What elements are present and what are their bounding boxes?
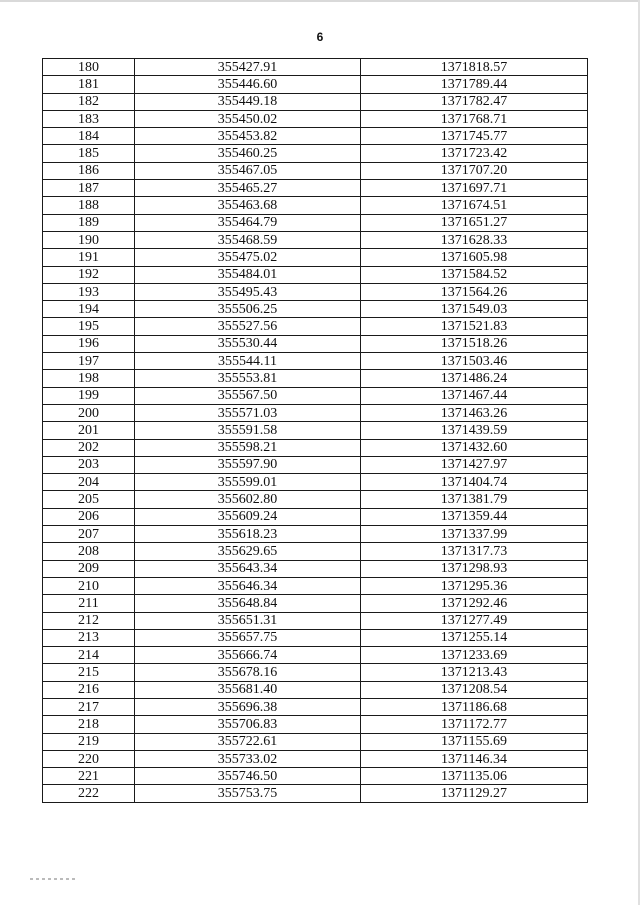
point-number-cell: 195 <box>43 318 135 335</box>
x-coordinate-cell: 355427.91 <box>135 59 361 76</box>
y-coordinate-cell: 1371818.57 <box>361 59 588 76</box>
table-row <box>43 629 588 646</box>
y-coordinate-cell: 1371549.03 <box>361 301 588 318</box>
x-coordinate-cell: 355495.43 <box>135 283 361 300</box>
point-number-cell: 220 <box>43 750 135 767</box>
x-coordinate-cell: 355453.82 <box>135 128 361 145</box>
footer-scan-mark <box>30 878 78 880</box>
point-number-cell: 192 <box>43 266 135 283</box>
table-row <box>43 422 588 439</box>
x-coordinate-cell: 355449.18 <box>135 93 361 110</box>
x-coordinate-cell: 355651.31 <box>135 612 361 629</box>
y-coordinate-cell: 1371427.97 <box>361 456 588 473</box>
y-coordinate-cell: 1371186.68 <box>361 698 588 715</box>
point-number-cell: 204 <box>43 474 135 491</box>
point-number-cell: 203 <box>43 456 135 473</box>
x-coordinate-cell: 355602.80 <box>135 491 361 508</box>
table-row <box>43 404 588 421</box>
y-coordinate-cell: 1371359.44 <box>361 508 588 525</box>
table-row <box>43 231 588 248</box>
table-row <box>43 681 588 698</box>
y-coordinate-cell: 1371467.44 <box>361 387 588 404</box>
x-coordinate-cell: 355450.02 <box>135 110 361 127</box>
table-row <box>43 664 588 681</box>
point-number-cell: 219 <box>43 733 135 750</box>
point-number-cell: 180 <box>43 59 135 76</box>
y-coordinate-cell: 1371317.73 <box>361 543 588 560</box>
y-coordinate-cell: 1371337.99 <box>361 526 588 543</box>
point-number-cell: 213 <box>43 629 135 646</box>
x-coordinate-cell: 355609.24 <box>135 508 361 525</box>
table-row <box>43 318 588 335</box>
table-row <box>43 785 588 802</box>
y-coordinate-cell: 1371605.98 <box>361 249 588 266</box>
x-coordinate-cell: 355527.56 <box>135 318 361 335</box>
y-coordinate-cell: 1371486.24 <box>361 370 588 387</box>
y-coordinate-cell: 1371518.26 <box>361 335 588 352</box>
point-number-cell: 199 <box>43 387 135 404</box>
y-coordinate-cell: 1371503.46 <box>361 353 588 370</box>
x-coordinate-cell: 355506.25 <box>135 301 361 318</box>
table-row <box>43 335 588 352</box>
x-coordinate-cell: 355599.01 <box>135 474 361 491</box>
x-coordinate-cell: 355571.03 <box>135 404 361 421</box>
x-coordinate-cell: 355618.23 <box>135 526 361 543</box>
table-row <box>43 474 588 491</box>
x-coordinate-cell: 355484.01 <box>135 266 361 283</box>
x-coordinate-cell: 355460.25 <box>135 145 361 162</box>
x-coordinate-cell: 355646.34 <box>135 577 361 594</box>
table-row <box>43 456 588 473</box>
y-coordinate-cell: 1371789.44 <box>361 76 588 93</box>
table-row <box>43 491 588 508</box>
x-coordinate-cell: 355733.02 <box>135 750 361 767</box>
point-number-cell: 222 <box>43 785 135 802</box>
table-row <box>43 180 588 197</box>
table-row <box>43 439 588 456</box>
y-coordinate-cell: 1371298.93 <box>361 560 588 577</box>
x-coordinate-cell: 355597.90 <box>135 456 361 473</box>
y-coordinate-cell: 1371584.52 <box>361 266 588 283</box>
table-row <box>43 647 588 664</box>
y-coordinate-cell: 1371628.33 <box>361 231 588 248</box>
y-coordinate-cell: 1371745.77 <box>361 128 588 145</box>
point-number-cell: 210 <box>43 577 135 594</box>
scan-edge-top <box>0 0 640 2</box>
point-number-cell: 215 <box>43 664 135 681</box>
y-coordinate-cell: 1371381.79 <box>361 491 588 508</box>
point-number-cell: 183 <box>43 110 135 127</box>
table-row <box>43 76 588 93</box>
table-row <box>43 387 588 404</box>
point-number-cell: 221 <box>43 768 135 785</box>
x-coordinate-cell: 355643.34 <box>135 560 361 577</box>
table-row <box>43 214 588 231</box>
point-number-cell: 205 <box>43 491 135 508</box>
y-coordinate-cell: 1371404.74 <box>361 474 588 491</box>
x-coordinate-cell: 355598.21 <box>135 439 361 456</box>
y-coordinate-cell: 1371723.42 <box>361 145 588 162</box>
y-coordinate-cell: 1371233.69 <box>361 647 588 664</box>
point-number-cell: 184 <box>43 128 135 145</box>
y-coordinate-cell: 1371213.43 <box>361 664 588 681</box>
x-coordinate-cell: 355463.68 <box>135 197 361 214</box>
point-number-cell: 214 <box>43 647 135 664</box>
x-coordinate-cell: 355678.16 <box>135 664 361 681</box>
table-row <box>43 110 588 127</box>
y-coordinate-cell: 1371208.54 <box>361 681 588 698</box>
point-number-cell: 217 <box>43 698 135 715</box>
table-row <box>43 577 588 594</box>
point-number-cell: 211 <box>43 595 135 612</box>
table-row <box>43 508 588 525</box>
y-coordinate-cell: 1371155.69 <box>361 733 588 750</box>
point-number-cell: 193 <box>43 283 135 300</box>
table-row <box>43 301 588 318</box>
point-number-cell: 191 <box>43 249 135 266</box>
x-coordinate-cell: 355746.50 <box>135 768 361 785</box>
point-number-cell: 201 <box>43 422 135 439</box>
table-row <box>43 93 588 110</box>
y-coordinate-cell: 1371697.71 <box>361 180 588 197</box>
table-row <box>43 733 588 750</box>
x-coordinate-cell: 355666.74 <box>135 647 361 664</box>
table-row <box>43 249 588 266</box>
table-row <box>43 197 588 214</box>
x-coordinate-cell: 355544.11 <box>135 353 361 370</box>
x-coordinate-cell: 355553.81 <box>135 370 361 387</box>
y-coordinate-cell: 1371768.71 <box>361 110 588 127</box>
y-coordinate-cell: 1371463.26 <box>361 404 588 421</box>
y-coordinate-cell: 1371129.27 <box>361 785 588 802</box>
table-row <box>43 560 588 577</box>
y-coordinate-cell: 1371439.59 <box>361 422 588 439</box>
table-row <box>43 370 588 387</box>
point-number-cell: 206 <box>43 508 135 525</box>
y-coordinate-cell: 1371146.34 <box>361 750 588 767</box>
point-number-cell: 194 <box>43 301 135 318</box>
table-row <box>43 266 588 283</box>
point-number-cell: 218 <box>43 716 135 733</box>
point-number-cell: 202 <box>43 439 135 456</box>
point-number-cell: 198 <box>43 370 135 387</box>
coordinates-table <box>42 58 588 803</box>
y-coordinate-cell: 1371782.47 <box>361 93 588 110</box>
point-number-cell: 208 <box>43 543 135 560</box>
x-coordinate-cell: 355696.38 <box>135 698 361 715</box>
table-row <box>43 612 588 629</box>
x-coordinate-cell: 355467.05 <box>135 162 361 179</box>
y-coordinate-cell: 1371172.77 <box>361 716 588 733</box>
table-row <box>43 595 588 612</box>
y-coordinate-cell: 1371255.14 <box>361 629 588 646</box>
y-coordinate-cell: 1371564.26 <box>361 283 588 300</box>
y-coordinate-cell: 1371674.51 <box>361 197 588 214</box>
y-coordinate-cell: 1371292.46 <box>361 595 588 612</box>
table-row <box>43 145 588 162</box>
point-number-cell: 181 <box>43 76 135 93</box>
y-coordinate-cell: 1371277.49 <box>361 612 588 629</box>
y-coordinate-cell: 1371651.27 <box>361 214 588 231</box>
table-row <box>43 698 588 715</box>
x-coordinate-cell: 355475.02 <box>135 249 361 266</box>
x-coordinate-cell: 355681.40 <box>135 681 361 698</box>
x-coordinate-cell: 355591.58 <box>135 422 361 439</box>
x-coordinate-cell: 355468.59 <box>135 231 361 248</box>
table-row <box>43 543 588 560</box>
x-coordinate-cell: 355706.83 <box>135 716 361 733</box>
point-number-cell: 188 <box>43 197 135 214</box>
coordinates-table-body <box>43 59 588 803</box>
x-coordinate-cell: 355530.44 <box>135 335 361 352</box>
x-coordinate-cell: 355567.50 <box>135 387 361 404</box>
point-number-cell: 190 <box>43 231 135 248</box>
table-row <box>43 750 588 767</box>
x-coordinate-cell: 355657.75 <box>135 629 361 646</box>
point-number-cell: 187 <box>43 180 135 197</box>
x-coordinate-cell: 355722.61 <box>135 733 361 750</box>
x-coordinate-cell: 355753.75 <box>135 785 361 802</box>
table-row <box>43 59 588 76</box>
y-coordinate-cell: 1371707.20 <box>361 162 588 179</box>
x-coordinate-cell: 355648.84 <box>135 595 361 612</box>
y-coordinate-cell: 1371521.83 <box>361 318 588 335</box>
point-number-cell: 197 <box>43 353 135 370</box>
table-row <box>43 353 588 370</box>
point-number-cell: 212 <box>43 612 135 629</box>
page-number: 6 <box>316 30 324 44</box>
y-coordinate-cell: 1371135.06 <box>361 768 588 785</box>
x-coordinate-cell: 355464.79 <box>135 214 361 231</box>
y-coordinate-cell: 1371295.36 <box>361 577 588 594</box>
y-coordinate-cell: 1371432.60 <box>361 439 588 456</box>
point-number-cell: 196 <box>43 335 135 352</box>
table-row <box>43 283 588 300</box>
point-number-cell: 209 <box>43 560 135 577</box>
x-coordinate-cell: 355465.27 <box>135 180 361 197</box>
table-row <box>43 716 588 733</box>
table-row <box>43 128 588 145</box>
point-number-cell: 185 <box>43 145 135 162</box>
point-number-cell: 207 <box>43 526 135 543</box>
point-number-cell: 189 <box>43 214 135 231</box>
table-row <box>43 162 588 179</box>
table-row <box>43 768 588 785</box>
table-row <box>43 526 588 543</box>
x-coordinate-cell: 355629.65 <box>135 543 361 560</box>
point-number-cell: 200 <box>43 404 135 421</box>
x-coordinate-cell: 355446.60 <box>135 76 361 93</box>
point-number-cell: 216 <box>43 681 135 698</box>
point-number-cell: 182 <box>43 93 135 110</box>
point-number-cell: 186 <box>43 162 135 179</box>
